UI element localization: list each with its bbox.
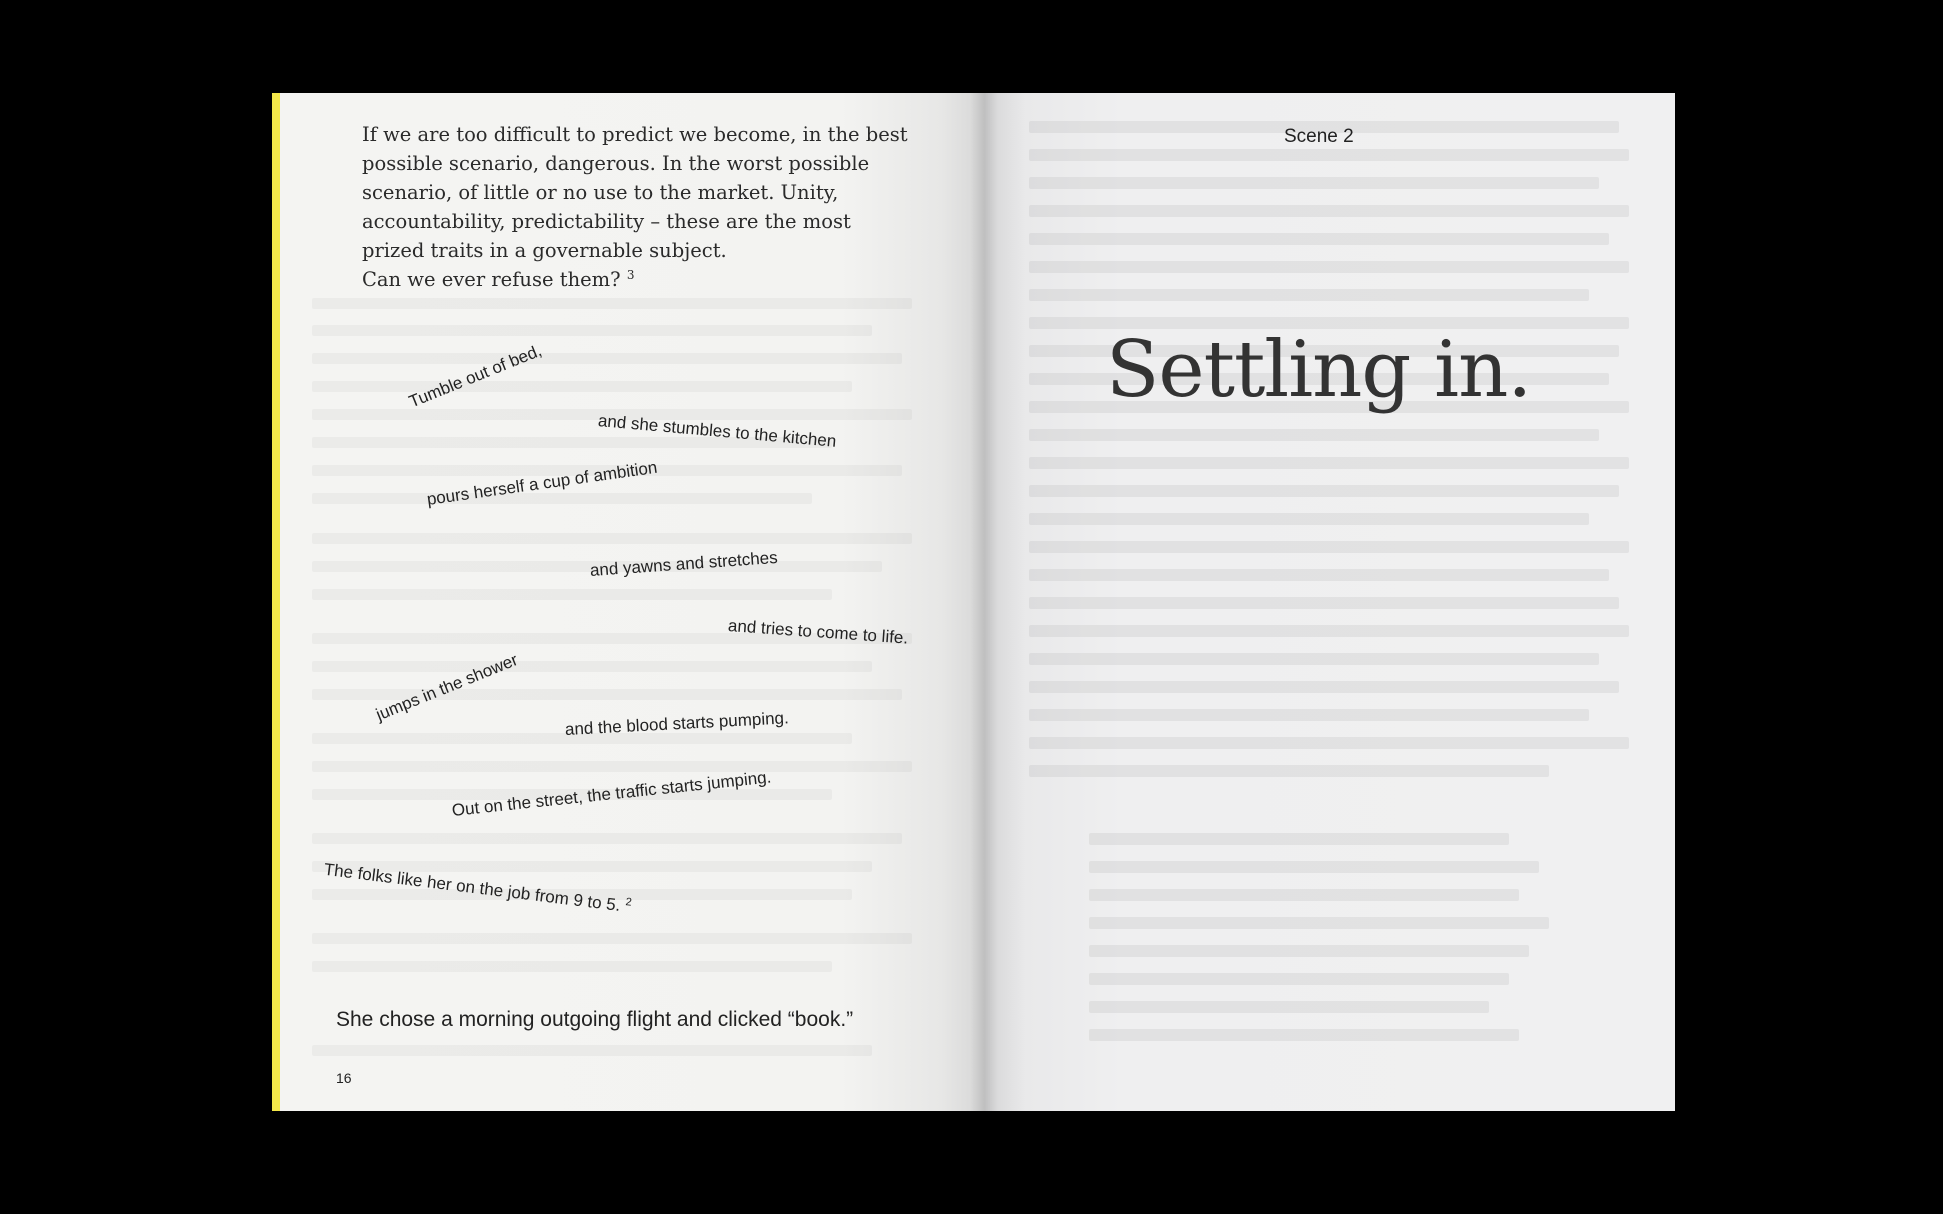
song-line: and the blood starts pumping.	[564, 708, 790, 739]
page-number: 16	[336, 1070, 352, 1086]
song-line: and yawns and stretches	[589, 547, 779, 580]
right-page	[984, 93, 1675, 1111]
scene-label: Scene 2	[1284, 126, 1354, 147]
song-line: jumps in the shower	[373, 650, 521, 725]
quote-line: scenario, of little or no use to the market. Unity,	[362, 181, 839, 204]
book-gutter-shadow	[970, 93, 998, 1111]
footnote-marker: 2	[624, 896, 633, 909]
footnote-marker: 3	[626, 268, 635, 282]
yellow-page-edge	[272, 93, 280, 1111]
quote-question: Can we ever refuse them?	[362, 268, 621, 291]
quote-line: prized traits in a governable subject.	[362, 239, 727, 262]
quote-paragraph	[362, 120, 952, 294]
chapter-heading: Settling in.	[1106, 325, 1532, 415]
closing-line: She chose a morning outgoing flight and clicked “book.”	[336, 1008, 854, 1031]
song-line: The folks like her on the job from 9 to 5.	[322, 859, 622, 915]
song-line: and tries to come to life.	[727, 616, 909, 648]
song-line: Out on the street, the traffic starts jumping.	[450, 767, 773, 820]
song-line: pours herself a cup of ambition	[425, 457, 659, 509]
song-line: Tumble out of bed,	[406, 340, 545, 412]
quote-line: If we are too difficult to predict we become, in the best	[362, 123, 908, 146]
left-page	[272, 93, 984, 1111]
quote-line-last	[362, 265, 952, 294]
quote-line: accountability, predictability – these are the most	[362, 210, 851, 233]
quote-line: possible scenario, dangerous. In the worst possible	[362, 152, 870, 175]
song-line: and she stumbles to the kitchen	[597, 411, 838, 451]
